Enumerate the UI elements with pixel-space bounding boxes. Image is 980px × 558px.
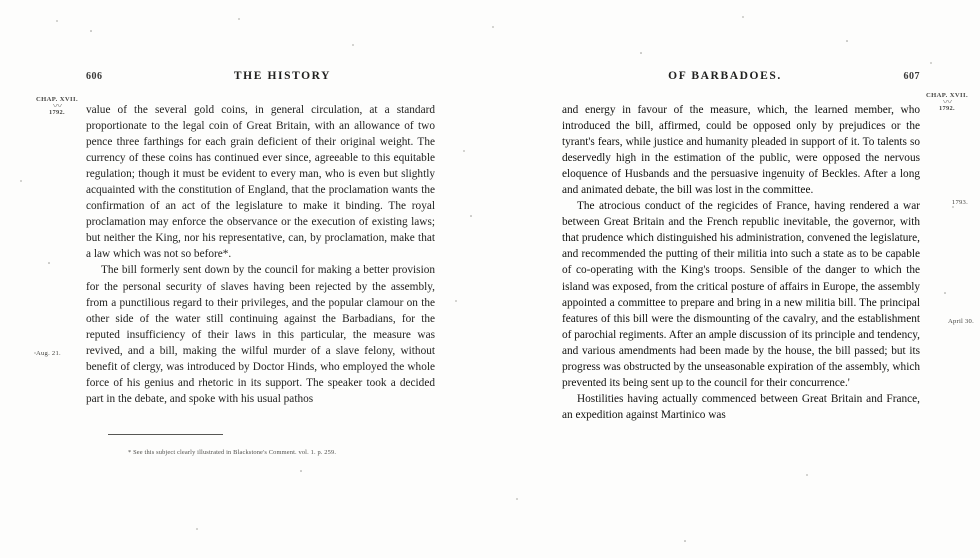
right-margin-date-april30: April 30. [947, 318, 974, 325]
left-chapter-year: 1792. [49, 109, 65, 116]
left-paragraph-1: value of the several gold coins, in general circulation, at a standard proportionate to the legal coin of Great Britain, with an allowance of two pence three farthings for each grain deficient of their original weight. The currency of these coins has continued ever since, agreeable to this equitable regulation; though it must be evident to every man, who is even but slightly acquainted with the constitution of England, that the proclamation wants the confirmation of an act of the legislature to make it binding. The royal proclamation may enforce the observance or the execution of existing laws; but neither the King, nor his representative, can, by proclamation, make that a law which was not so before*. [86, 104, 435, 261]
right-running-head [562, 70, 920, 90]
right-chapter-label: CHAP. XVII. [925, 92, 969, 99]
left-paragraph-2: The bill formerly sent down by the council for making a better provision for the personal security of slaves having been rejected by the assembly, from a punctilious regard to their privileges, and the popular clamour on the other side of the water still continuing against the Barbadians, for the reputed insufficiency of their laws in this particular, the measure was revived, and a bill, making the wilful murder of a slave felony, without benefit of clergy, was introduced by Doctor Hinds, who employed the whole force of his genius and rhetoric in its support. The speaker took a decided part in the debate, and spoke with his usual pathos [86, 264, 435, 405]
left-chapter-brace: 〰 [52, 101, 61, 111]
right-paragraph-3: Hostilities having actually commenced between Great Britain and France, an expedition against Martinico was [562, 392, 920, 421]
left-text-column [86, 102, 435, 407]
right-paragraph-2: The atrocious conduct of the regicides of France, having rendered a war between Great Britain and the French republic inevitable, the governor, with that prudence which distinguished his administration, convened the legislature, and recommended the putting of their militia into such a state as to be capable of co-operating with the King's troops. Sensible of the danger to which the island was exposed, from the critical posture of affairs in Europe, the assembly appointed a committee to prepare and bring in a new militia bill. The principal features of this bill were the dismounting of the cavalry, and the establishment of parochial regiments. After an ample discussion of its principle and tendency, and various amendments had been made by the house, the bill passed; but its progress was obstructed by the unseasonable expiration of the assembly, which prevented its being sent up to the council for their concurrence.' [562, 200, 920, 389]
footnote-text: * See this subject clearly illustrated in Blackstone's Comment. vol. 1. p. 259. [128, 449, 337, 456]
right-text-column [562, 102, 920, 423]
right-page-folio: 607 [903, 71, 920, 82]
left-page-folio: 606 [86, 71, 103, 82]
right-paragraph-1: and energy in favour of the measure, which, the learned member, who introduced the bill, affirmed, could be opposed only by prejudices or the tyrant's fears, while justice and humanity pleaded in support of it. To talents so deservedly high in the estimation of the public, were opposed the nervous eloquence of Husbands and the persuasive ingenuity of Beckles. After a long and animated debate, the bill was lost in the committee. [562, 104, 920, 197]
right-chapter-brace: 〰 [942, 97, 951, 107]
left-running-head [86, 70, 435, 90]
right-chapter-marginalia [922, 92, 972, 113]
right-page [490, 0, 980, 558]
footnote-rule [108, 434, 223, 435]
left-running-title: THE HISTORY [233, 70, 332, 82]
right-margin-date-1793: 1793. [951, 199, 968, 206]
left-chapter-marginalia [32, 96, 82, 117]
left-margin-date-aug: Aug. 21. [36, 350, 61, 357]
left-chapter-label: CHAP. XVII. [35, 96, 79, 103]
right-running-title: OF BARBADOES. [668, 70, 782, 82]
right-chapter-year: 1792. [939, 105, 955, 112]
